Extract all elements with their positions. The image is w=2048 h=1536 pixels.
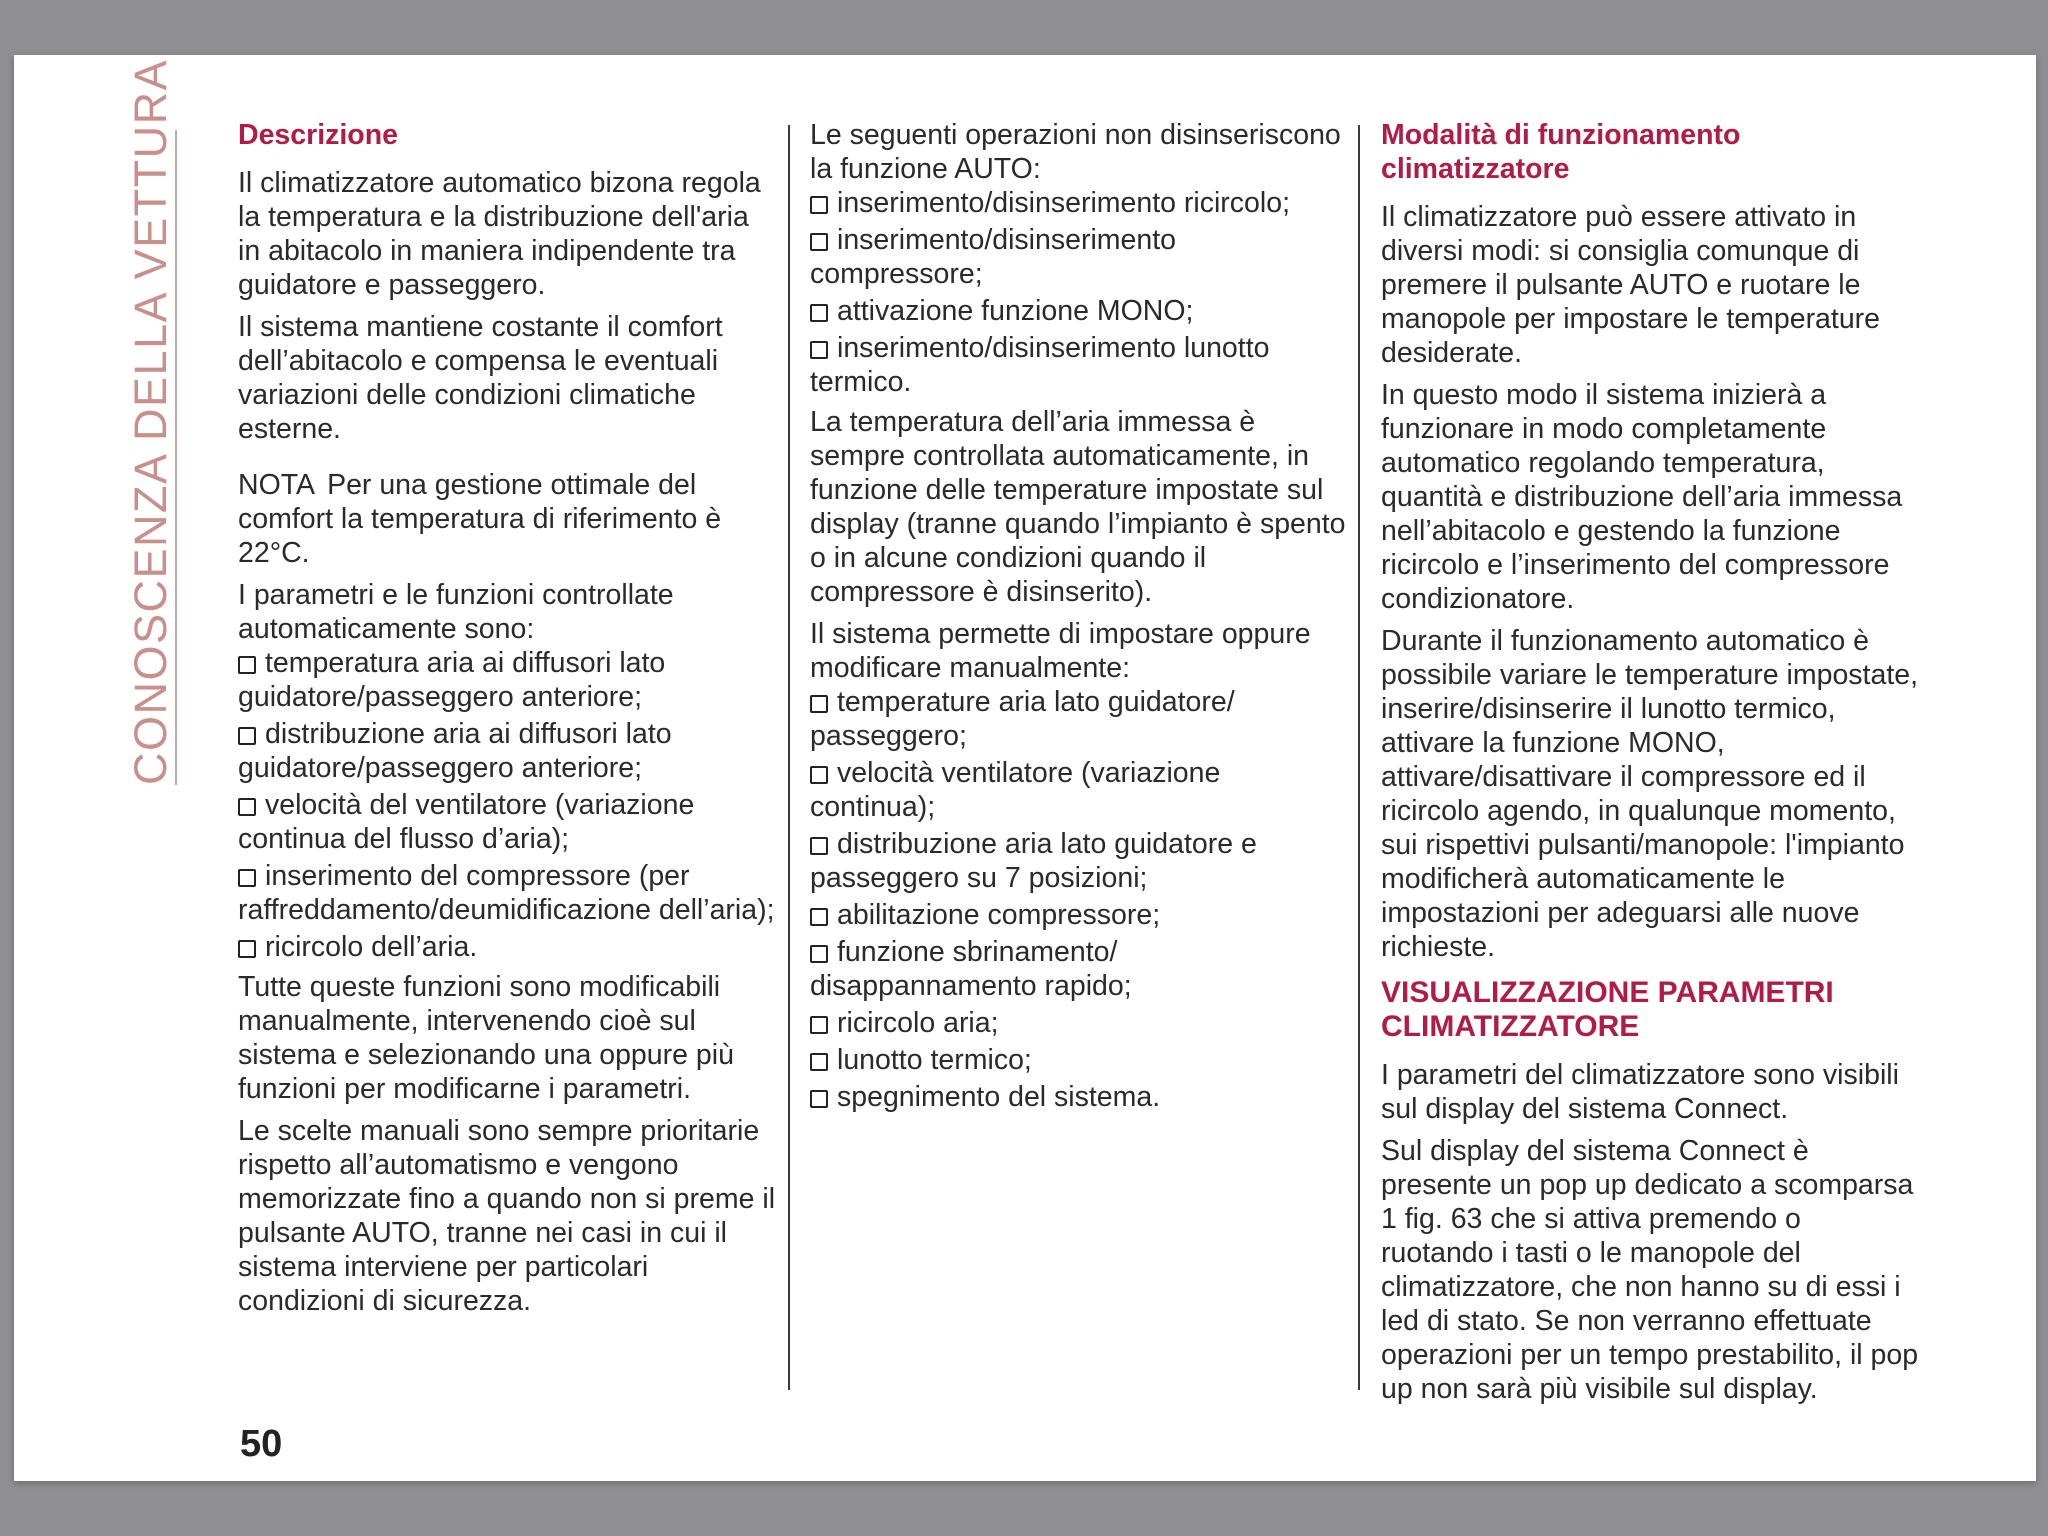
list-item: inserimento del compressore (per raffreddamento/deumidificazione dell’aria);	[238, 860, 775, 926]
list-item: distribuzione aria ai diffusori lato guidatore/passeggero anteriore;	[238, 718, 672, 784]
list-item: temperature aria lato guidatore/ passeggero;	[810, 686, 1235, 752]
list-item: velocità ventilatore (variazione continua);	[810, 757, 1221, 823]
list-item: inserimento/disinserimento lunotto termico.	[810, 332, 1270, 398]
column-1	[238, 118, 778, 1326]
list-item: inserimento/disinserimento compressore;	[810, 224, 1176, 290]
list-item: abilitazione compressore;	[810, 898, 1350, 932]
list-item: ricircolo aria;	[810, 1006, 1350, 1040]
column-divider	[788, 125, 790, 1390]
paragraph: Tutte queste funzioni sono modificabili manualmente, intervenendo cioè sul sistema e selezionando una oppure più funzioni per modificarne i parametri.	[238, 971, 734, 1105]
column-divider	[1358, 125, 1360, 1390]
list-item: temperatura aria ai diffusori lato guidatore/passeggero anteriore;	[238, 647, 666, 713]
checkbox-bullet-icon	[810, 837, 828, 855]
paragraph: In questo modo il sistema inizierà a funzionare in modo completamente automatico regolando temperatura, quantità e distribuzione dell’aria immessa nell’abitacolo e gestendo la funzione ricircolo e l’inserimento del compressore condizionatore.	[1381, 379, 1903, 615]
heading-visualizzazione: VISUALIZZAZIONE PARAMETRI CLIMATIZZATORE	[1381, 976, 1834, 1043]
checkbox-bullet-icon	[810, 908, 828, 926]
list-item: inserimento/disinserimento ricircolo;	[810, 186, 1350, 220]
checkbox-bullet-icon	[238, 798, 256, 816]
paragraph: I parametri del climatizzatore sono visibili sul display del sistema Connect.	[1381, 1059, 1899, 1125]
checkbox-bullet-icon	[238, 656, 256, 674]
checkbox-bullet-icon	[238, 869, 256, 887]
heading-modalita: Modalità di funzionamento climatizzatore	[1381, 119, 1741, 185]
checkbox-bullet-icon	[238, 727, 256, 745]
paragraph: I parametri e le funzioni controllate automaticamente sono:	[238, 579, 674, 645]
list-item: spegnimento del sistema.	[810, 1080, 1350, 1114]
paragraph: Il sistema mantiene costante il comfort dell’abitacolo e compensa le eventuali variazioni delle condizioni climatiche esterne.	[238, 311, 723, 445]
checkbox-bullet-icon	[810, 1016, 828, 1034]
paragraph: La temperatura dell’aria immessa è sempre controllata automaticamente, in funzione delle temperature impostate sul display (tranne quando l’impianto è spento o in alcune condizioni quando il compressore è disinserito).	[810, 406, 1346, 608]
note-text: Per una gestione ottimale del comfort la temperatura di riferimento è 22°C.	[238, 469, 722, 569]
checkbox-bullet-icon	[810, 196, 828, 214]
list-item: attivazione funzione MONO;	[810, 294, 1350, 328]
checkbox-bullet-icon	[810, 341, 828, 359]
column-3	[1381, 118, 1921, 1414]
list-item: lunotto termico;	[810, 1043, 1350, 1077]
paragraph: Le scelte manuali sono sempre prioritarie rispetto all’automatismo e vengono memorizzate fino a quando non si preme il pulsante AUTO, tranne nei casi in cui il sistema interviene per particolari condizioni di sicurezza.	[238, 1115, 776, 1317]
paragraph: Il climatizzatore può essere attivato in diversi modi: si consiglia comunque di premere il pulsante AUTO e ruotare le manopole per impostare le temperature desiderate.	[1381, 201, 1881, 369]
paragraph: Il climatizzatore automatico bizona regola la temperatura e la distribuzione dell'aria in abitacolo in maniera indipendente tra guidatore e passeggero.	[238, 167, 761, 301]
checkbox-bullet-icon	[238, 940, 256, 958]
checkbox-bullet-icon	[810, 766, 828, 784]
page-number: 50	[240, 1423, 283, 1465]
list-item: ricircolo dell’aria.	[238, 930, 778, 964]
checkbox-bullet-icon	[810, 304, 828, 322]
checkbox-bullet-icon	[810, 233, 828, 251]
paragraph: Le seguenti operazioni non disinseriscono la funzione AUTO:	[810, 119, 1341, 185]
auto-functions-list	[238, 646, 778, 964]
auto-kept-list	[810, 186, 1350, 399]
list-item: funzione sbrinamento/ disappannamento rapido;	[810, 936, 1132, 1002]
note	[238, 468, 778, 570]
list-item: distribuzione aria lato guidatore e passeggero su 7 posizioni;	[810, 828, 1257, 894]
list-item: velocità del ventilatore (variazione continua del flusso d’aria);	[238, 789, 695, 855]
heading-descrizione: Descrizione	[238, 119, 398, 151]
checkbox-bullet-icon	[810, 945, 828, 963]
paragraph: Sul display del sistema Connect è presente un pop up dedicato a scomparsa 1 fig. 63 che si attiva premendo o ruotando i tasti o le manopole del climatizzatore, che non hanno su di essi i led di stato. Se non verranno effettuate operazioni per un tempo prestabilito, il pop up non sarà più visibile sul display.	[1381, 1135, 1919, 1405]
checkbox-bullet-icon	[810, 1053, 828, 1071]
checkbox-bullet-icon	[810, 1090, 828, 1108]
column-2	[810, 118, 1350, 1120]
paragraph: Durante il funzionamento automatico è possibile variare le temperature impostate, inserire/disinserire il lunotto termico, attivare la funzione MONO, attivare/disattivare il compressore ed il ricircolo agendo, in qualunque momento, sui rispettivi pulsanti/manopole: l'impianto modificherà automaticamente le impostazioni per adeguarsi alle nuove richieste.	[1381, 625, 1919, 963]
section-side-tab	[125, 58, 177, 785]
note-label: NOTA	[238, 469, 316, 501]
side-tab-label: CONOSCENZA DELLA VETTURA	[125, 58, 176, 785]
manual-settings-list	[810, 685, 1350, 1114]
checkbox-bullet-icon	[810, 695, 828, 713]
paragraph: Il sistema permette di impostare oppure modificare manualmente:	[810, 618, 1311, 684]
